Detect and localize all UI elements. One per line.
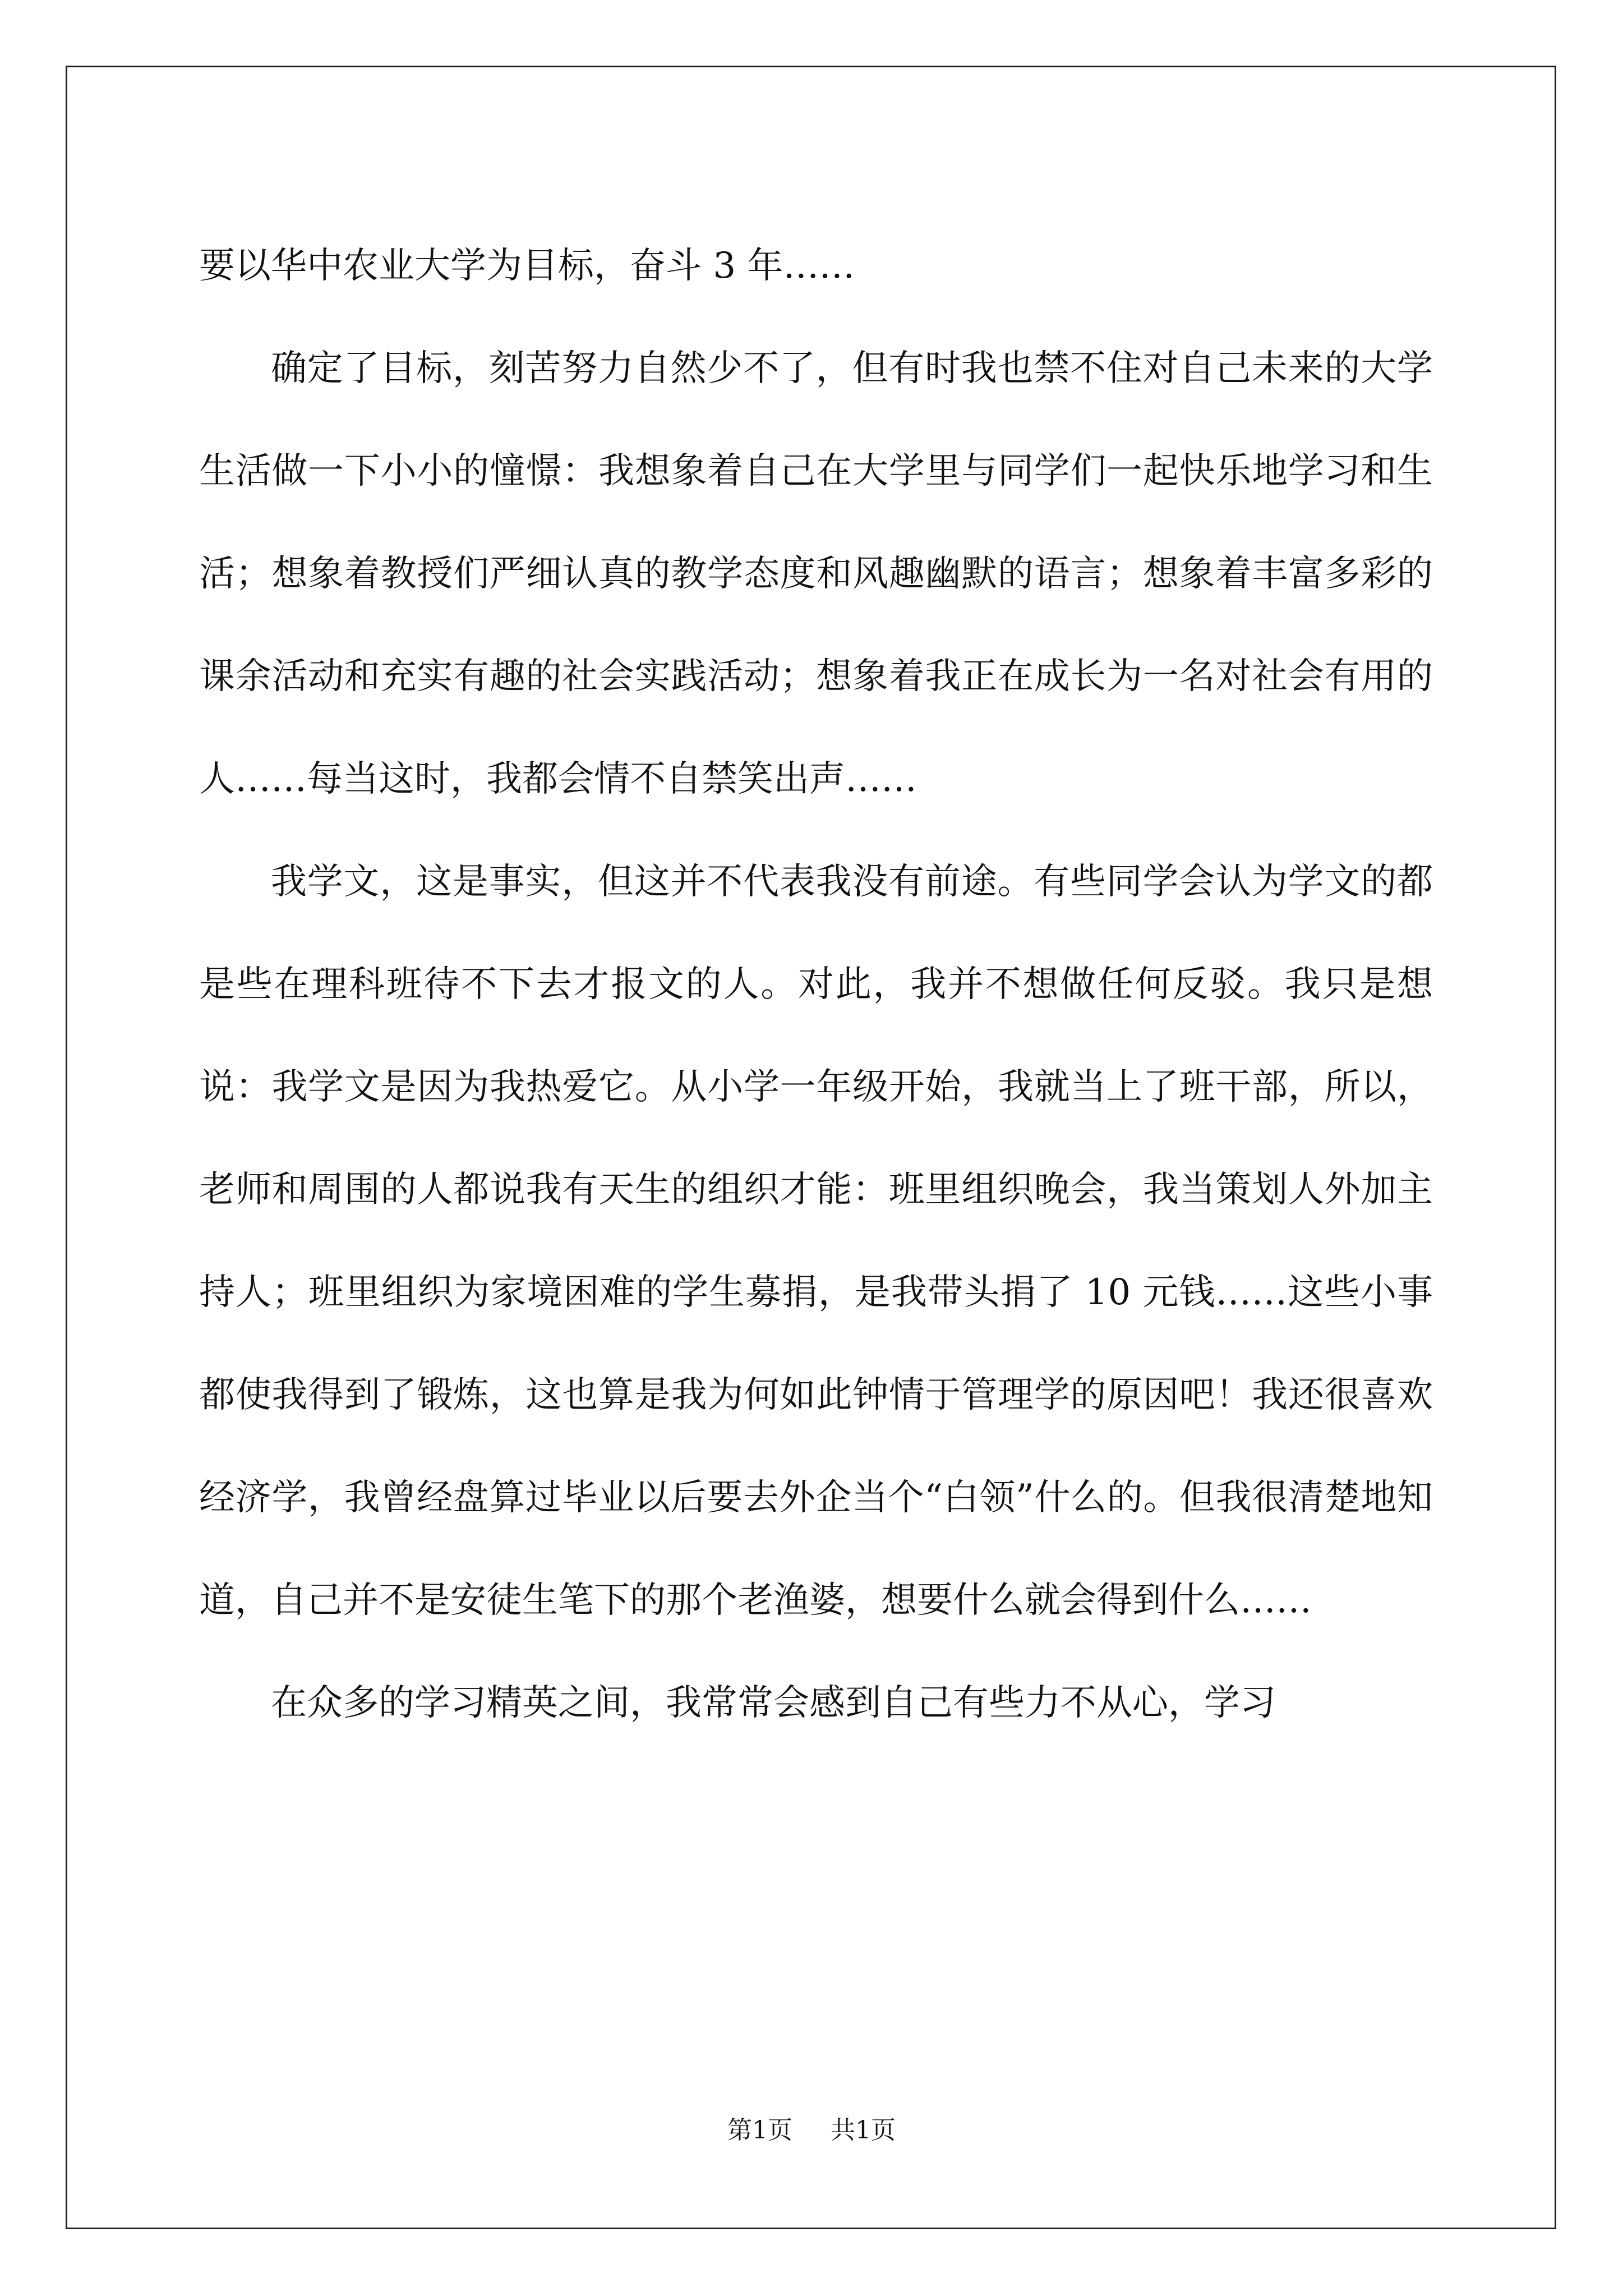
paragraph-4: 在众多的学习精英之间，我常常会感到自己有些力不从心，学习: [271, 1682, 1276, 1724]
paragraph-2: 确定了目标，刻苦努力自然少不了，但有时我也禁不住对自己未来的大学生活做一下小小的憧憬：我想象着自己在大学里与同学们一起快乐地学习和生活；想象着教授们严细认真的教学态度和风趣幽默的语言；想象着丰富多彩的课余活动和充实有趣的社会实践活动；想象着我正在成长为一名对社会有用的人……每当这时，我都会情不自禁笑出声……: [199, 348, 1433, 800]
page-number: 第1页: [727, 2116, 792, 2145]
page-total: 共1页: [831, 2116, 896, 2145]
page-footer: [0, 2114, 1623, 2147]
paragraph-3: 我学文，这是事实，但这并不代表我没有前途。有些同学会认为学文的都是些在理科班待不下去才报文的人。对此，我并不想做任何反驳。我只是想说：我学文是因为我热爱它。从小学一年级开始，我就当上了班干部，所以，老师和周围的人都说我有天生的组织才能：班里组织晚会，我当策划人外加主持人；班里组织为家境困难的学生募捐，是我带头捐了 10 元钱……这些小事都使我得到了锻炼，这也算是我为何如此钟情于管理学的原因吧！我还很喜欢经济学，我曾经盘算过毕业以后要去外企当个“白领”什么的。但我很清楚地知道，自己并不是安徒生笔下的那个老渔婆，想要什么就会得到什么……: [199, 861, 1433, 1621]
document-body: [199, 215, 1433, 1755]
paragraph-1: 要以华中农业大学为目标，奋斗 3 年……: [199, 245, 855, 287]
